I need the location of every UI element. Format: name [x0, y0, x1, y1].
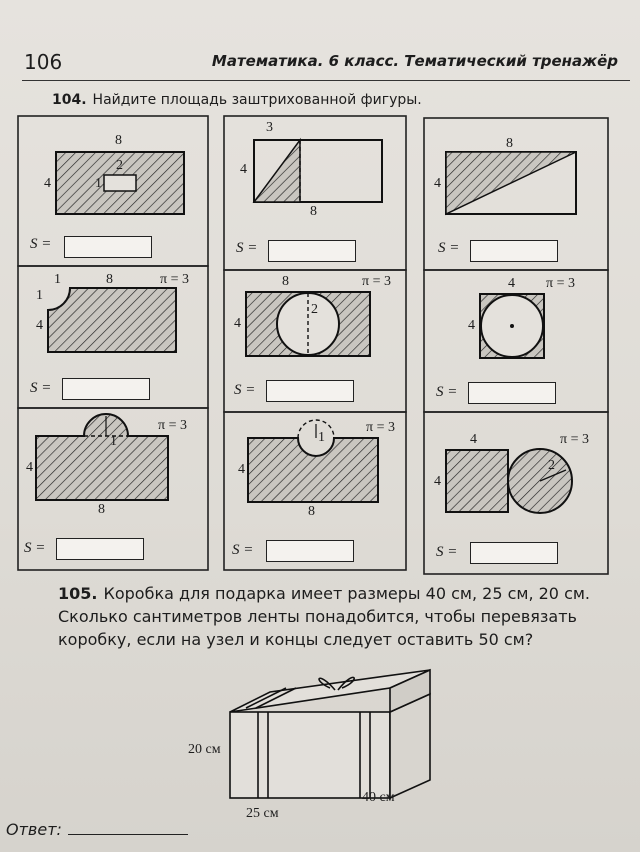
figure-7: [36, 414, 168, 500]
area-label-2: S =: [236, 240, 258, 256]
area-answer-box-9[interactable]: [470, 542, 558, 564]
label-c4-side-small: 1: [36, 288, 43, 303]
figure-5: [246, 292, 370, 356]
area-answer-box-8[interactable]: [266, 540, 354, 562]
label-c8-radius: 1: [318, 430, 325, 445]
label-c9-radius: 2: [548, 458, 555, 473]
answer-input[interactable]: [68, 834, 188, 835]
task-105: [58, 582, 618, 651]
label-c9-left: 4: [434, 474, 441, 489]
label-c3-left: 4: [434, 176, 441, 191]
label-c9-top: 4: [470, 432, 477, 447]
box-depth-label: 25 см: [246, 806, 279, 821]
label-c7-bottom: 8: [98, 502, 105, 517]
area-label-7: S =: [24, 540, 46, 556]
area-answer-box-2[interactable]: [268, 240, 356, 262]
label-c9-pi: π = 3: [560, 432, 589, 447]
area-answer-box-5[interactable]: [266, 380, 354, 402]
label-c7-radius: 1: [110, 434, 117, 449]
page-number: 106: [24, 50, 63, 74]
gift-box-figure: [230, 670, 430, 798]
task-104-text: Найдите площадь заштрихованной фигуры.: [92, 92, 422, 108]
label-c4-corner: 1: [54, 272, 61, 287]
area-label-4: S =: [30, 380, 52, 396]
task-104-number: 104.: [52, 92, 87, 108]
label-c2-left: 4: [240, 162, 247, 177]
label-c5-top: 8: [282, 274, 289, 289]
label-c5-pi: π = 3: [362, 274, 391, 289]
label-c6-pi: π = 3: [546, 276, 575, 291]
figure-8: [248, 420, 378, 502]
area-answer-box-1[interactable]: [64, 236, 152, 258]
figure-6: [480, 294, 544, 358]
figure-2: [254, 140, 382, 202]
area-answer-box-3[interactable]: [470, 240, 558, 262]
label-c1-inner-top: 2: [116, 158, 123, 173]
area-label-3: S =: [438, 240, 460, 256]
label-c8-left: 4: [238, 462, 245, 477]
label-c8-pi: π = 3: [366, 420, 395, 435]
label-c5-radius: 2: [311, 302, 318, 317]
label-c4-pi: π = 3: [160, 272, 189, 287]
area-answer-box-6[interactable]: [468, 382, 556, 404]
box-length-label: 40 см: [362, 790, 395, 805]
area-label-5: S =: [234, 382, 256, 398]
answer-label: Ответ:: [6, 820, 62, 839]
label-c1-inner-left: 1: [95, 176, 102, 191]
area-label-9: S =: [436, 544, 458, 560]
label-c1-left: 4: [44, 176, 51, 191]
label-c1-top: 8: [115, 133, 122, 148]
area-answer-box-7[interactable]: [56, 538, 144, 560]
area-answer-box-4[interactable]: [62, 378, 150, 400]
label-c7-pi: π = 3: [158, 418, 187, 433]
task-105-number: 105.: [58, 584, 98, 603]
label-c2-top: 3: [266, 120, 273, 135]
label-c6-left: 4: [468, 318, 475, 333]
figure-4: [48, 288, 176, 352]
label-c4-top: 8: [106, 272, 113, 287]
book-title: Математика. 6 класс. Тематический тренажёр: [211, 52, 618, 70]
area-label-8: S =: [232, 542, 254, 558]
label-c8-bottom: 8: [308, 504, 315, 519]
figure-3: [446, 152, 576, 214]
task-105-text: Коробка для подарка имеет размеры 40 см, 25 см, 20 см. Сколько сантиметров ленты понадобится, чтобы перевязать коробку, если на узел и концы следует оставить 50 см?: [58, 584, 591, 649]
label-c4-left: 4: [36, 318, 43, 333]
label-c6-top: 4: [508, 276, 515, 291]
label-c3-top: 8: [506, 136, 513, 151]
answer-line: [6, 820, 188, 839]
label-c7-left: 4: [26, 460, 33, 475]
box-height-label: 20 см: [188, 742, 221, 757]
label-c5-left: 4: [234, 316, 241, 331]
area-label-6: S =: [436, 384, 458, 400]
area-label-1: S =: [30, 236, 52, 252]
label-c2-bottom: 8: [310, 204, 317, 219]
